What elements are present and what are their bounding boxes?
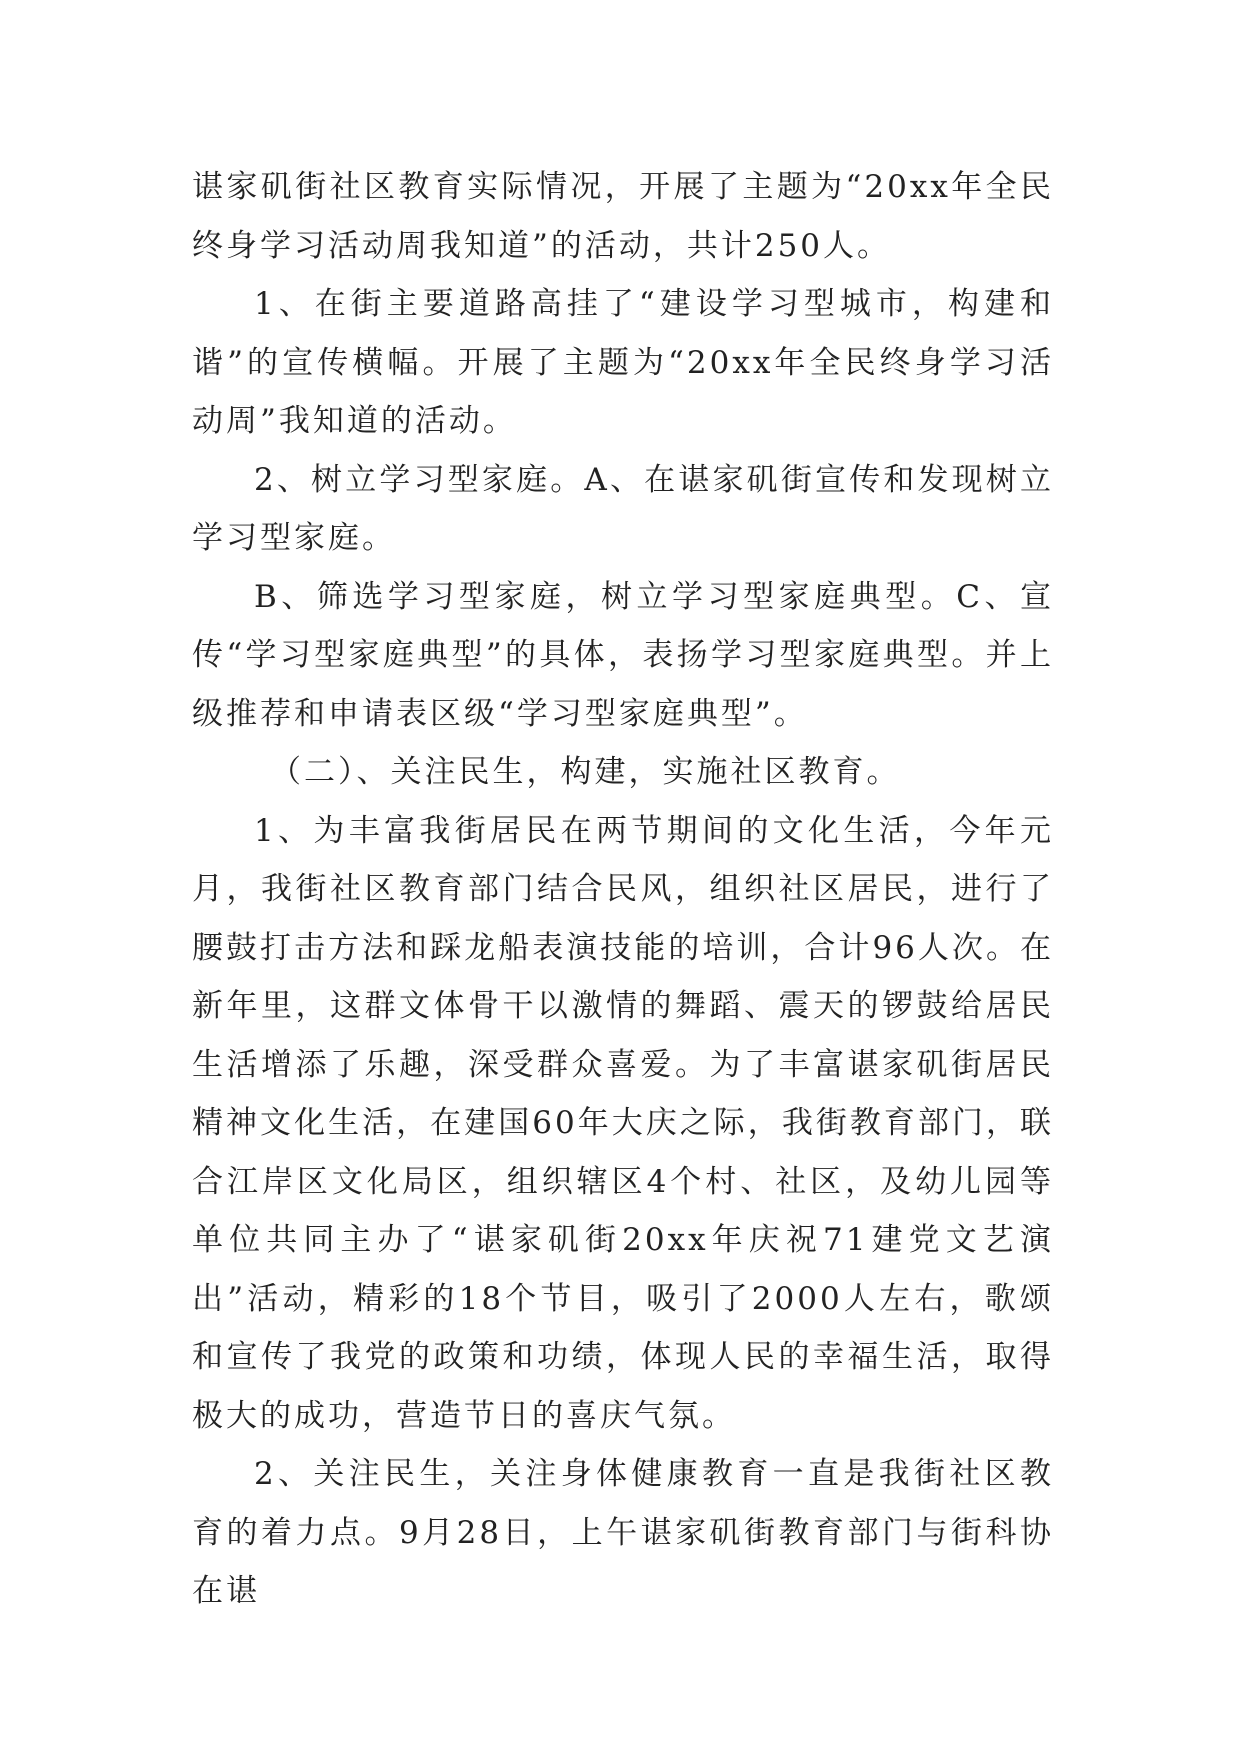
- paragraph-item-b-select: B、筛选学习型家庭，树立学习型家庭典型。C、宣传“学习型家庭典型”的具体，表扬学习型家庭典型。并上级推荐和申请表区级“学习型家庭典型”。: [192, 578, 1054, 732]
- section-heading-2: （二）、关注民生，构建，实施社区教育。: [270, 754, 901, 790]
- paragraph-item-2-health: 2、关注民生，关注身体健康教育一直是我街社区教育的着力点。9月28日，上午谌家矶街教育部门与街科协在谌: [192, 1456, 1054, 1609]
- paragraph-intro-continued: 谌家矶街社区教育实际情况，开展了主题为“20xx年全民终身学习活动周我知道”的活动，共计250人。: [192, 169, 1054, 264]
- paragraph-item-1-banner: 1、在街主要道路高挂了“建设学习型城市，构建和谐”的宣传横幅。开展了主题为“20xx年全民终身学习活动周”我知道的活动。: [192, 286, 1054, 439]
- document-body: [192, 158, 1054, 1621]
- paragraph-item-1-culture: 1、为丰富我街居民在两节期间的文化生活，今年元月，我街社区教育部门结合民风，组织社区居民，进行了腰鼓打击方法和踩龙船表演技能的培训，合计96人次。在新年里，这群文体骨干以激情的舞蹈、震天的锣鼓给居民生活增添了乐趣，深受群众喜爱。为了丰富谌家矶街居民精神文化生活，在建国60年大庆之际，我街教育部门，联合江岸区文化局区，组织辖区4个村、社区，及幼儿园等单位共同主办了“谌家矶街20xx年庆祝71建党文艺演出”活动，精彩的18个节目，吸引了2000人左右，歌颂和宣传了我党的政策和功绩，体现人民的幸福生活，取得极大的成功，营造节日的喜庆气氛。: [192, 812, 1054, 1434]
- paragraph-item-2-family: 2、树立学习型家庭。A、在谌家矶街宣传和发现树立学习型家庭。: [192, 461, 1054, 556]
